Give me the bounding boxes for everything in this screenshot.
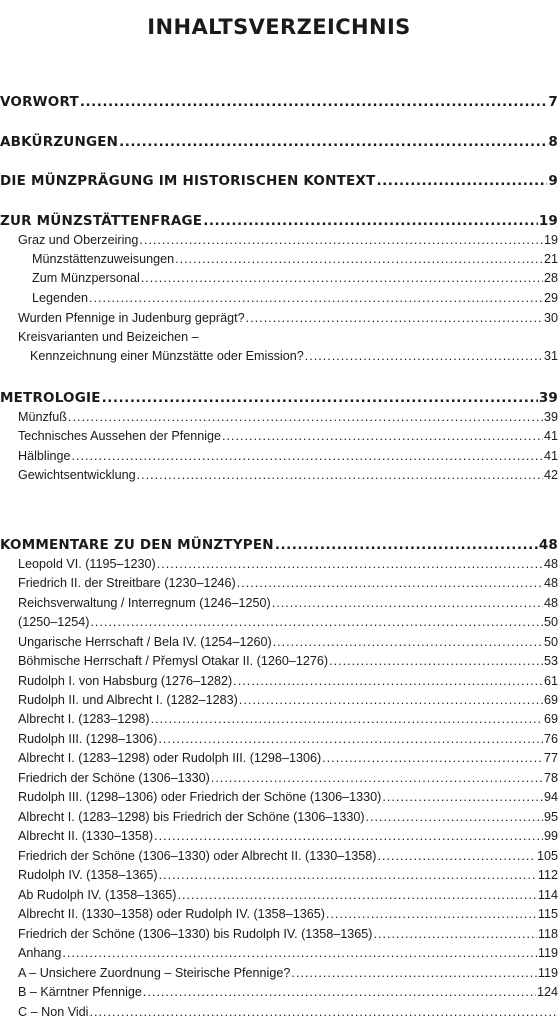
toc-page-number: 48 (538, 537, 558, 553)
dot-leader (305, 349, 543, 363)
dot-leader (203, 213, 538, 229)
toc-entry-label: Friedrich der Schöne (1306–1330) oder Albrecht II. (1330–1358) (18, 849, 377, 863)
dot-leader (158, 732, 543, 746)
toc-entry-label: METROLOGIE (0, 390, 101, 406)
dot-leader (382, 790, 543, 804)
toc-entry (18, 693, 558, 707)
toc-entry-label: DIE MÜNZPRÄGUNG IM HISTORISCHEN KONTEXT (0, 173, 376, 189)
toc-page-number: 115 (537, 907, 558, 921)
toc-entry (18, 410, 558, 424)
toc-entry (18, 468, 558, 482)
toc-page-number: 94 (543, 790, 558, 804)
toc-entry-label: Wurden Pfennige in Judenburg geprägt? (18, 311, 245, 325)
toc-entry-label: Böhmische Herrschaft / Přemysl Otakar II. (1260–1276) (18, 654, 329, 668)
toc-page-number: 48 (543, 596, 558, 610)
toc-entry (18, 966, 558, 980)
toc-entry-label: ZUR MÜNZSTÄTTENFRAGE (0, 213, 203, 229)
toc-entry-label: Rudolph III. (1298–1306) oder Friedrich der Schöne (1306–1330) (18, 790, 382, 804)
dot-leader (237, 576, 543, 590)
dot-leader (246, 311, 543, 325)
toc-entry (18, 888, 558, 902)
toc-entry (18, 790, 558, 804)
toc-entry (18, 868, 558, 882)
dot-leader (272, 596, 543, 610)
toc-page-number: 114 (537, 888, 558, 902)
toc-entry-label: Münzfuß (18, 410, 67, 424)
dot-leader (62, 946, 537, 960)
toc-entry-label: Gewichtsentwicklung (18, 468, 136, 482)
toc-entry (18, 946, 558, 960)
toc-entry-label: Reichsverwaltung / Interregnum (1246–1250) (18, 596, 271, 610)
dot-leader (90, 615, 543, 629)
toc-page-number: 19 (538, 213, 558, 229)
toc-entry (18, 233, 558, 247)
toc-page-number: 7 (548, 94, 558, 110)
toc-entry-label: Ungarische Herrschaft / Bela IV. (1254–1260) (18, 635, 272, 649)
toc-entry-label: Anhang (18, 946, 62, 960)
toc-page-number: 76 (543, 732, 558, 746)
toc-entry-label: Hälblinge (18, 449, 71, 463)
dot-leader (275, 537, 538, 553)
toc-entry (32, 291, 558, 305)
toc-entry (18, 927, 558, 941)
toc-entry (18, 615, 558, 629)
toc-entry-label: Albrecht II. (1330–1358) oder Rudolph IV. (1358–1365) (18, 907, 325, 921)
toc-page-number: 112 (537, 868, 558, 882)
toc-entry (18, 674, 558, 688)
toc-entry (18, 810, 558, 824)
dot-leader (80, 94, 548, 110)
toc-page-number: 69 (543, 693, 558, 707)
toc-section-heading (0, 94, 558, 110)
toc-page-number: 39 (538, 390, 558, 406)
dot-leader (273, 635, 543, 649)
dot-leader (151, 712, 543, 726)
toc-entry-label: Münzstättenzuweisungen (32, 252, 175, 266)
toc-entry-label: Rudolph I. von Habsburg (1276–1282) (18, 674, 233, 688)
toc-entry (18, 654, 558, 668)
toc-page-number: 19 (543, 233, 558, 247)
toc-page-number: 50 (543, 635, 558, 649)
toc-entry (18, 429, 558, 443)
toc-section-heading (0, 390, 558, 406)
toc-entry-label: Zum Münzpersonal (32, 271, 140, 285)
toc-page-number: 21 (543, 252, 558, 266)
dot-leader (157, 557, 543, 571)
toc-entry-label: Albrecht II. (1330–1358) (18, 829, 154, 843)
toc-entry-label: Friedrich der Schöne (1306–1330) bis Rudolph IV. (1358–1365) (18, 927, 373, 941)
dot-leader (366, 810, 543, 824)
toc-page-number: 105 (536, 849, 558, 863)
toc-page-number: 61 (543, 674, 558, 688)
toc-page-number: 39 (543, 410, 558, 424)
toc-page-number: 119 (537, 966, 558, 980)
dot-leader (89, 1005, 557, 1019)
dot-leader (175, 252, 543, 266)
dot-leader (89, 291, 543, 305)
dot-leader (374, 927, 537, 941)
dot-leader (376, 173, 547, 189)
dot-leader (222, 429, 543, 443)
toc-section-heading (0, 134, 558, 150)
dot-leader (211, 771, 543, 785)
toc-entry (18, 829, 558, 843)
toc-entry (18, 311, 558, 325)
toc-entry (18, 907, 558, 921)
dot-leader (154, 829, 543, 843)
dot-leader (239, 693, 543, 707)
toc-entry-label: Rudolph IV. (1358–1365) (18, 868, 158, 882)
dot-leader (141, 271, 543, 285)
toc-entry (18, 849, 558, 863)
toc-section-heading (0, 213, 558, 229)
toc-entry (18, 712, 558, 726)
toc-entry-label: Friedrich II. der Streitbare (1230–1246) (18, 576, 236, 590)
toc-page-number: 29 (543, 291, 558, 305)
toc-section-heading (0, 537, 558, 553)
toc-entry (32, 271, 558, 285)
toc-entry-label: Leopold VI. (1195–1230) (18, 557, 156, 571)
toc-entry (18, 330, 558, 344)
toc-entry-label: ABKÜRZUNGEN (0, 134, 119, 150)
toc-page-number: 95 (543, 810, 558, 824)
toc-entry-label: Albrecht I. (1283–1298) bis Friedrich der Schöne (1306–1330) (18, 810, 365, 824)
toc-entry (18, 732, 558, 746)
dot-leader (233, 674, 543, 688)
toc-entry-label: B – Kärntner Pfennige (18, 985, 142, 999)
toc-page-number: 42 (543, 468, 558, 482)
dot-leader (326, 907, 537, 921)
toc-entry-label: A – Unsichere Zuordnung – Steirische Pfennige? (18, 966, 291, 980)
toc-page-number: 41 (543, 449, 558, 463)
toc-page-number: 41 (543, 429, 558, 443)
toc-entry-label: Legenden (32, 291, 89, 305)
toc-entry-label: Rudolph III. (1298–1306) (18, 732, 158, 746)
toc-entry (18, 557, 558, 571)
toc-entry (30, 349, 558, 363)
toc-page-number: 124 (536, 985, 558, 999)
dot-leader (291, 966, 537, 980)
toc-entry (18, 576, 558, 590)
toc-entry-label: Friedrich der Schöne (1306–1330) (18, 771, 210, 785)
toc-page-number: 48 (543, 576, 558, 590)
dot-leader (159, 868, 537, 882)
dot-leader (177, 888, 536, 902)
toc-section-heading (0, 173, 558, 189)
dot-leader (377, 849, 536, 863)
toc-page-number: 30 (543, 311, 558, 325)
toc-entry (18, 771, 558, 785)
toc-entry-label: Kennzeichnung einer Münzstätte oder Emission? (30, 349, 304, 363)
toc-entry (18, 751, 558, 765)
dot-leader (329, 654, 543, 668)
toc-page-number: 69 (543, 712, 558, 726)
toc-entry-label: Kreisvarianten und Beizeichen – (18, 330, 199, 344)
toc-page-number: 31 (543, 349, 558, 363)
toc-entry-label: Albrecht I. (1283–1298) (18, 712, 150, 726)
page-title: INHALTSVERZEICHNIS (147, 15, 411, 40)
dot-leader (102, 390, 538, 406)
toc-page-number: 78 (543, 771, 558, 785)
toc-entry (18, 985, 558, 999)
toc-page-number: 8 (548, 134, 558, 150)
toc-page-number: 48 (543, 557, 558, 571)
toc-entry-label: Rudolph II. und Albrecht I. (1282–1283) (18, 693, 238, 707)
toc-entry (18, 449, 558, 463)
toc-entry (18, 1005, 558, 1019)
dot-leader (139, 233, 543, 247)
toc-page-number: 9 (548, 173, 558, 189)
toc-page-number: 118 (537, 927, 558, 941)
toc-entry-label: VORWORT (0, 94, 79, 110)
toc-page-number: 99 (543, 829, 558, 843)
toc-entry-label: C – Non Vidi (18, 1005, 89, 1019)
toc-page-number: 28 (543, 271, 558, 285)
toc-entry (18, 635, 558, 649)
toc-page-number: 77 (543, 751, 558, 765)
dot-leader (137, 468, 543, 482)
dot-leader (322, 751, 543, 765)
dot-leader (119, 134, 547, 150)
dot-leader (68, 410, 543, 424)
toc-entry (18, 596, 558, 610)
toc-entry-label: Graz und Oberzeiring (18, 233, 139, 247)
toc-entry-label: Ab Rudolph IV. (1358–1365) (18, 888, 177, 902)
toc-entry (32, 252, 558, 266)
toc-entry-label: KOMMENTARE ZU DEN MÜNZTYPEN (0, 537, 274, 553)
dot-leader (72, 449, 543, 463)
toc-entry-label: Technisches Aussehen der Pfennige (18, 429, 222, 443)
toc-page-number: 53 (543, 654, 558, 668)
toc-entry-label: Albrecht I. (1283–1298) oder Rudolph III. (1298–1306) (18, 751, 322, 765)
dot-leader (143, 985, 536, 999)
toc-page-number: 50 (543, 615, 558, 629)
toc-page-number: 119 (537, 946, 558, 960)
toc-entry-label: (1250–1254) (18, 615, 90, 629)
